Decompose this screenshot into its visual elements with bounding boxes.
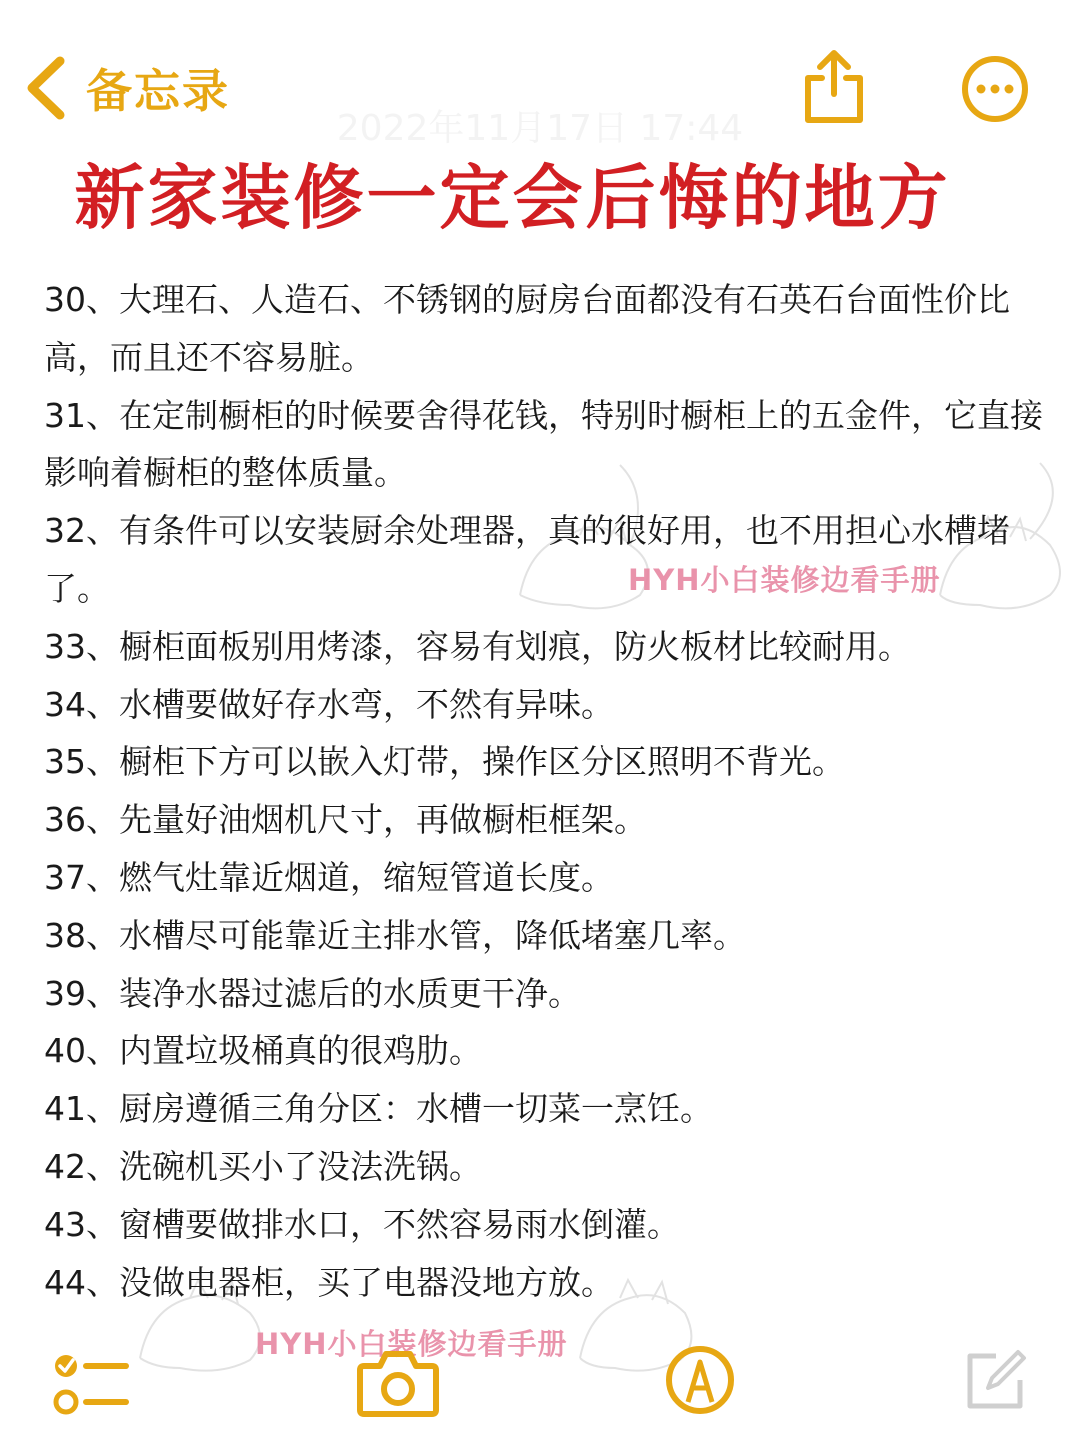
list-item: 44、没做电器柜，买了电器没地方放。 (44, 1262, 614, 1302)
navigation-bar (0, 0, 1080, 150)
checklist-icon[interactable] (52, 1348, 130, 1420)
list-item: 39、装净水器过滤后的水质更干净。 (44, 973, 581, 1013)
watermark-text: HYH小白装修边看手册 (628, 563, 941, 597)
list-item: 42、洗碗机买小了没法洗锅。 (44, 1146, 482, 1186)
bottom-toolbar (0, 1330, 1080, 1440)
note-timestamp: 2022年11月17日 17:44 (336, 108, 744, 149)
list-item: 43、窗槽要做排水口，不然容易雨水倒灌。 (44, 1204, 680, 1244)
list-item: 35、橱柜下方可以嵌入灯带，操作区分区照明不背光。 (44, 742, 845, 782)
list-item: 34、水槽要做好存水弯，不然有异味。 (44, 684, 614, 724)
back-label: 备忘录 (86, 64, 230, 118)
list-item: 38、水槽尽可能靠近主排水管，降低堵塞几率。 (44, 915, 746, 955)
list-item: 32、有条件可以安装厨余处理器，真的很好用，也不用担心水槽堵了。 (44, 511, 1010, 608)
list-item: 37、燃气灶靠近烟道，缩短管道长度。 (44, 857, 614, 897)
list-item: 36、先量好油烟机尺寸，再做橱柜框架。 (44, 800, 647, 840)
watermark-text: HYH小白装修边看手册 (255, 1327, 568, 1361)
list-item: 31、在定制橱柜的时候要舍得花钱，特别时橱柜上的五金件，它直接影响着橱柜的整体质量。 (44, 395, 1043, 493)
markup-pen-icon[interactable] (664, 1344, 736, 1416)
note-body[interactable] (44, 271, 1044, 1311)
list-item: 41、厨房遵循三角分区：水槽一切菜一烹饪。 (44, 1089, 713, 1129)
compose-icon[interactable] (962, 1348, 1028, 1414)
camera-icon[interactable] (356, 1346, 440, 1418)
note-title: 新家装修一定会后悔的地方 (74, 157, 951, 239)
list-item: 40、内置垃圾桶真的很鸡肋。 (44, 1031, 482, 1071)
list-item: 33、橱柜面板别用烤漆，容易有划痕，防火板材比较耐用。 (44, 626, 911, 666)
list-item: 30、大理石、人造石、不锈钢的厨房台面都没有石英石台面性价比高，而且还不容易脏。 (44, 280, 1010, 377)
